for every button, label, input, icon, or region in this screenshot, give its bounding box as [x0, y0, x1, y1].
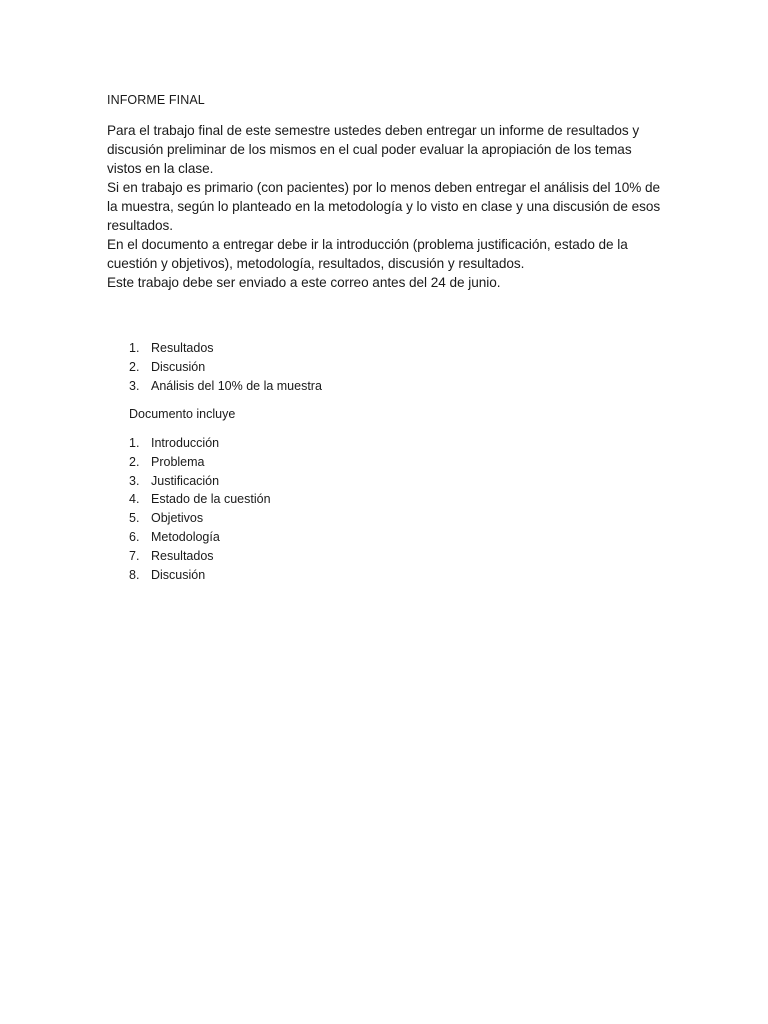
list-text: Resultados [151, 548, 214, 563]
document-title: INFORME FINAL [107, 93, 205, 107]
list-text: Introducción [151, 436, 220, 450]
list-text: Justificación [151, 473, 220, 488]
list-number: 3. [129, 378, 140, 393]
list-item [129, 358, 322, 377]
paragraph: En el documento a entregar debe ir la introducción (problema justificación, estado de la cuestión y objetivos), metodología, resultados, discusión y resultados. [107, 237, 628, 271]
list-text: Discusión [151, 567, 206, 582]
list-number: 8. [129, 567, 140, 582]
document-contents-list [129, 434, 271, 584]
list-text: Resultados [151, 341, 214, 355]
deliverables-list [129, 339, 322, 395]
list-item [129, 339, 322, 358]
list-text: Estado de la cuestión [151, 492, 271, 507]
subheading: Documento incluye [129, 407, 236, 421]
list-text: Análisis del 10% de la muestra [151, 378, 322, 393]
list-number: 6. [129, 529, 140, 544]
list-item [129, 490, 271, 509]
list-item [129, 528, 271, 547]
list-item [129, 377, 322, 396]
list-text: Metodología [151, 529, 220, 544]
list-text: Problema [151, 454, 205, 469]
list-number: 4. [129, 492, 140, 507]
list-number: 1. [129, 341, 140, 355]
list-text: Discusión [151, 359, 206, 374]
list-text: Objetivos [151, 511, 204, 526]
body-text [107, 121, 662, 292]
list-number: 2. [129, 454, 140, 469]
paragraph: Este trabajo debe ser enviado a este correo antes del 24 de junio. [107, 275, 501, 290]
list-item [129, 434, 271, 453]
list-number: 1. [129, 436, 140, 450]
list-item [129, 509, 271, 528]
list-item [129, 472, 271, 491]
list-item [129, 453, 271, 472]
list-item [129, 547, 271, 566]
list-number: 2. [129, 359, 140, 374]
list-number: 7. [129, 548, 140, 563]
list-number: 5. [129, 511, 140, 526]
list-item [129, 566, 271, 585]
list-number: 3. [129, 473, 140, 488]
paragraph: Si en trabajo es primario (con pacientes) por lo menos deben entregar el análisis del 10% de la muestra, según lo planteado en la metodología y lo visto en clase y una discusión de esos resultados. [107, 180, 661, 233]
paragraph: Para el trabajo final de este semestre ustedes deben entregar un informe de resultados y discusión preliminar de los mismos en el cual poder evaluar la apropiación de los temas vistos en la clase. [107, 123, 640, 176]
